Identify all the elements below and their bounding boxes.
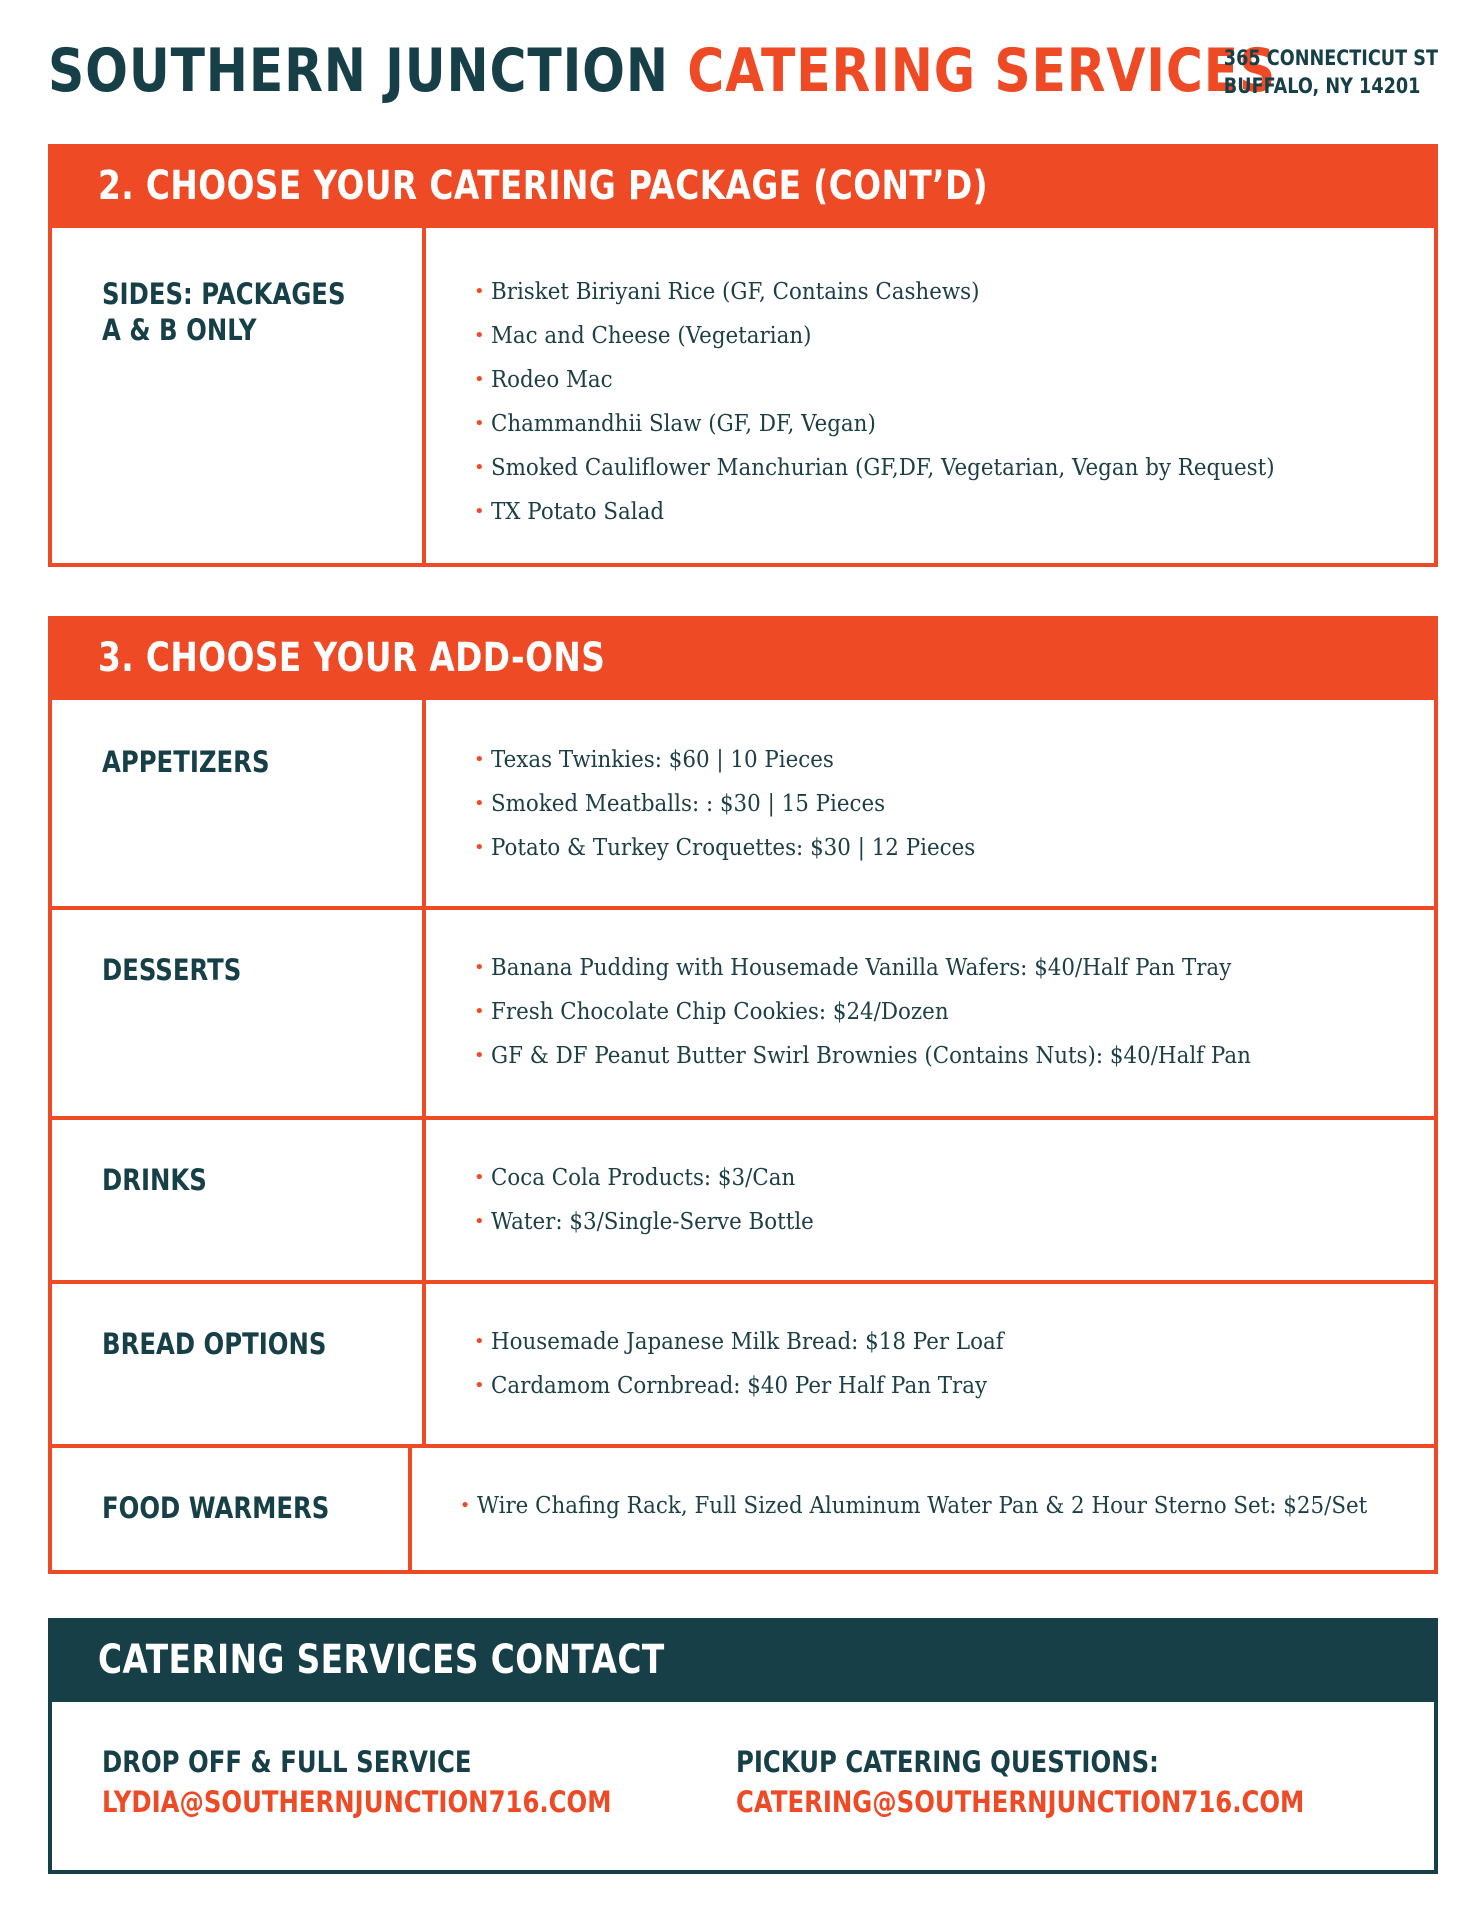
list-item: • Brisket Biriyani Rice (GF, Contains Cashews) [474,279,980,305]
list-item: • TX Potato Salad [474,499,665,525]
list-item: • Rodeo Mac [474,367,613,393]
list-item: • Smoked Cauliflower Manchurian (GF,DF, Vegetarian, Vegan by Request) [474,455,1275,481]
contact-section-header [48,1618,1438,1702]
list-item: • GF & DF Peanut Butter Swirl Brownies (Contains Nuts): $40/Half Pan [474,1043,1251,1069]
sides-row [52,228,1434,563]
pickup-label: PICKUP CATERING QUESTIONS: [736,1745,1159,1779]
brand-name: SOUTHERN JUNCTION [48,36,669,106]
list-item: • Chammandhii Slaw (GF, DF, Vegan) [474,411,876,437]
drinks-items [426,1120,1434,1280]
address-line-1: 365 CONNECTICUT ST [1223,46,1438,70]
sides-label: SIDES: PACKAGES A & B ONLY [52,228,426,563]
bread-options-label: BREAD OPTIONS [52,1284,426,1444]
desserts-items [426,910,1434,1116]
list-item: • Water: $3/Single-Serve Bottle [474,1209,814,1235]
addons-section-header [48,616,1438,700]
desserts-row [52,906,1434,1116]
drinks-label: DRINKS [52,1120,426,1280]
bread-options-items [426,1284,1434,1444]
list-item: • Fresh Chocolate Chip Cookies: $24/Dozen [474,999,949,1025]
pickup-contact [736,1742,1413,1870]
list-item: • Cardamom Cornbread: $40 Per Half Pan Tray [474,1373,988,1399]
drop-off-label: DROP OFF & FULL SERVICE [102,1745,472,1779]
drop-off-email-link[interactable]: LYDIA@SOUTHERNJUNCTION716.COM [102,1785,612,1819]
list-item: • Mac and Cheese (Vegetarian) [474,323,812,349]
food-warmers-items [412,1448,1434,1570]
drinks-row [52,1116,1434,1280]
sides-items [426,228,1434,563]
appetizers-label: APPETIZERS [52,700,426,906]
drop-off-contact [52,1742,736,1870]
page-header [48,36,1438,106]
list-item: • Coca Cola Products: $3/Can [474,1165,796,1191]
package-section-header [48,144,1438,228]
addons-section [48,616,1438,1574]
contact-section [48,1618,1438,1874]
brand-title [48,36,1276,106]
list-item: • Housemade Japanese Milk Bread: $18 Per Loaf [474,1329,1004,1355]
list-item: • Texas Twinkies: $60 | 10 Pieces [474,747,834,773]
list-item: • Smoked Meatballs: : $30 | 15 Pieces [474,791,886,817]
addons-section-title: 3. CHOOSE YOUR ADD-ONS [98,635,606,681]
bread-options-row [52,1280,1434,1444]
pickup-email-link[interactable]: CATERING@SOUTHERNJUNCTION716.COM [736,1785,1305,1819]
address [1224,44,1438,100]
desserts-label: DESSERTS [52,910,426,1116]
list-item: • Banana Pudding with Housemade Vanilla Wafers: $40/Half Pan Tray [474,955,1232,981]
appetizers-items [426,700,1434,906]
contact-section-title: CATERING SERVICES CONTACT [98,1637,665,1683]
list-item: • Wire Chafing Rack, Full Sized Aluminum Water Pan & 2 Hour Sterno Set: $25/Set [459,1493,1367,1519]
package-section [48,144,1438,567]
package-section-title: 2. CHOOSE YOUR CATERING PACKAGE (CONT’D) [98,163,989,209]
brand-subtitle: CATERING SERVICES [687,36,1277,106]
contact-body [52,1702,1434,1870]
list-item: • Potato & Turkey Croquettes: $30 | 12 Pieces [474,835,976,861]
food-warmers-row [52,1444,1434,1570]
appetizers-row [52,700,1434,906]
address-line-2: BUFFALO, NY 14201 [1223,74,1421,98]
food-warmers-label: FOOD WARMERS [52,1448,412,1570]
